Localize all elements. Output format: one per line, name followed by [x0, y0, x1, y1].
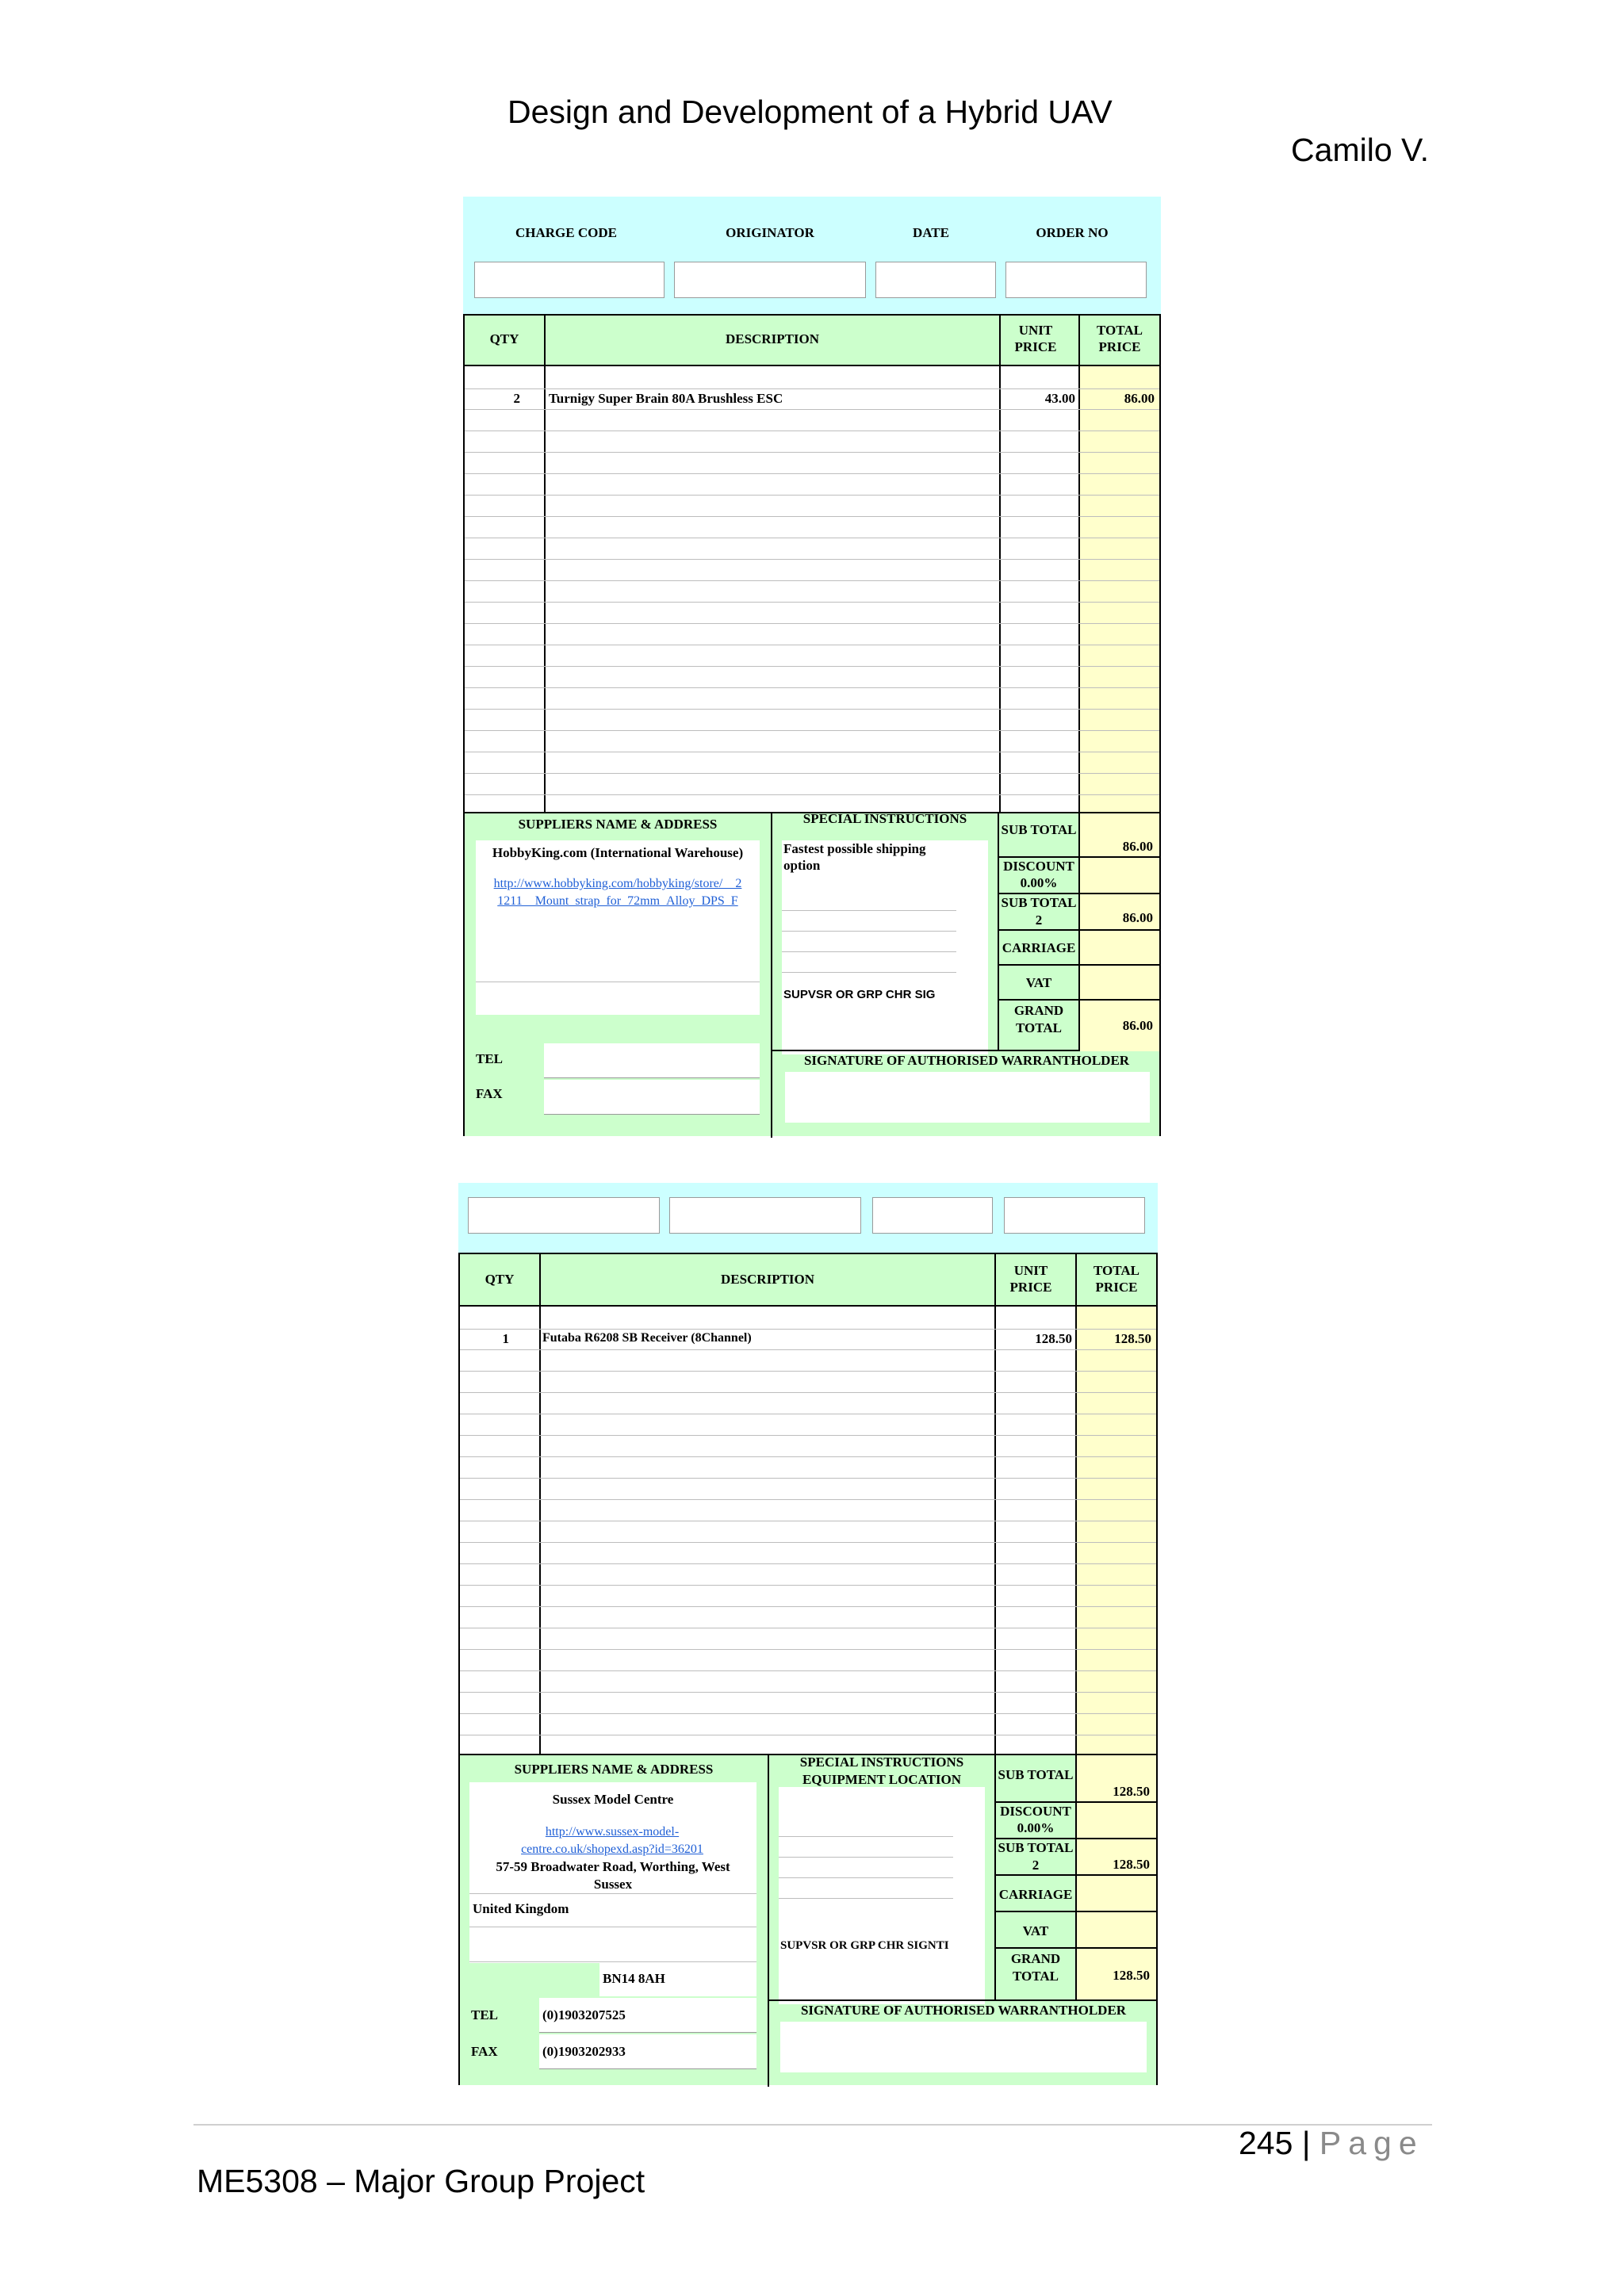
special-instructions-box: [779, 1787, 985, 2004]
sub-total-label: SUB TOTAL: [1001, 822, 1077, 837]
item-description: Futaba R6208 SB Receiver (8Channel): [542, 1331, 752, 1345]
signature-field[interactable]: [780, 2022, 1147, 2072]
supervisor-label: SUPVSR OR GRP CHR SIGNTI: [780, 1939, 949, 1952]
item-qty: 2: [513, 391, 520, 406]
items-table: [463, 314, 1161, 812]
supplier-postcode: BN14 8AH: [603, 1971, 665, 1986]
date-field[interactable]: [872, 1197, 993, 1234]
total-price-header: TOTAL PRICE: [1094, 1263, 1139, 1295]
sub-total-2-value: 86.00: [1122, 910, 1153, 925]
discount-label: DISCOUNT: [1000, 1804, 1071, 1819]
tel-label: TEL: [471, 2007, 499, 2022]
tel-value: (0)1903207525: [542, 2007, 626, 2022]
supplier-country: United Kingdom: [473, 1901, 569, 1916]
suppliers-label: SUPPLIERS NAME & ADDRESS: [514, 1762, 714, 1777]
signature-label: SIGNATURE OF AUTHORISED WARRANTHOLDER: [803, 1053, 1130, 1068]
sub-total-label: SUB TOTAL: [998, 1767, 1074, 1782]
signature-label: SIGNATURE OF AUTHORISED WARRANTHOLDER: [800, 2003, 1127, 2018]
item-qty: 1: [502, 1331, 509, 1346]
charge-code-field[interactable]: [474, 262, 665, 298]
special-instructions-label: SPECIAL INSTRUCTIONS EQUIPMENT LOCATION: [799, 1755, 964, 1787]
sub-total-2-value: 128.50: [1113, 1857, 1150, 1872]
description-header: DESCRIPTION: [720, 1272, 815, 1287]
supplier-link[interactable]: http://www.sussex-model-centre.co.uk/shopexd.asp?id=36201: [521, 1825, 703, 1856]
author-name: Camilo V.: [1291, 132, 1429, 168]
date-field[interactable]: [875, 262, 996, 298]
special-instructions-box: [782, 840, 988, 1054]
discount-percent: 0.00%: [1017, 1820, 1055, 1835]
suppliers-label: SUPPLIERS NAME & ADDRESS: [518, 817, 718, 832]
discount-label: DISCOUNT: [1003, 859, 1074, 874]
sub-total-2-label: SUB TOTAL 2: [1001, 895, 1077, 928]
order-no-field[interactable]: [1004, 1197, 1145, 1234]
supplier-box: [469, 1782, 756, 1963]
item-unit-price: 128.50: [1035, 1331, 1072, 1346]
discount-percent: 0.00%: [1020, 875, 1058, 890]
special-instructions-label: SPECIAL INSTRUCTIONS: [802, 811, 967, 826]
originator-field[interactable]: [669, 1197, 861, 1234]
page-separator: |: [1301, 2125, 1311, 2161]
fax-field[interactable]: [539, 2034, 756, 2069]
sub-total-value: 128.50: [1113, 1784, 1150, 1799]
qty-header: QTY: [485, 1272, 515, 1287]
totals-block: [999, 813, 1159, 1051]
total-price-column: [1077, 1307, 1156, 1755]
vat-label: VAT: [1022, 1923, 1049, 1938]
fax-value: (0)1903202933: [542, 2044, 626, 2059]
document-title: Design and Development of a Hybrid UAV: [508, 94, 1113, 130]
supervisor-label: SUPVSR OR GRP CHR SIG: [783, 988, 936, 1001]
course-name: ME5308 – Major Group Project: [197, 2163, 645, 2199]
grand-total-value: 86.00: [1122, 1018, 1153, 1033]
item-unit-price: 43.00: [1044, 391, 1075, 406]
form-footer: [458, 1754, 1158, 2085]
page-number: [1239, 2125, 1424, 2162]
supplier-address: 57-59 Broadwater Road, Worthing, West Sussex: [496, 1859, 730, 1892]
total-price-header: TOTAL PRICE: [1097, 323, 1143, 354]
unit-price-header: UNIT PRICE: [1014, 323, 1057, 354]
grand-total-label: GRAND TOTAL: [1010, 1951, 1061, 1984]
sub-total-2-label: SUB TOTAL 2: [998, 1840, 1074, 1873]
order-form-1: [463, 197, 1161, 1136]
page-number-value: 245: [1239, 2125, 1293, 2161]
description-header: DESCRIPTION: [725, 331, 820, 346]
totals-block: [996, 1755, 1156, 2001]
originator-label: ORIGINATOR: [726, 225, 814, 240]
tel-field[interactable]: [544, 1043, 760, 1078]
item-total-price: 86.00: [1124, 391, 1155, 406]
charge-code-field[interactable]: [468, 1197, 660, 1234]
supplier-link[interactable]: http://www.hobbyking.com/hobbyking/store/__2 1211__Mount_strap_for_72mm_Alloy_DPS_F: [493, 877, 742, 908]
form-header-band: [463, 197, 1161, 314]
order-no-field[interactable]: [1005, 262, 1147, 298]
unit-price-header: UNIT PRICE: [1009, 1263, 1052, 1295]
order-form-2: [458, 1183, 1156, 2085]
items-table: [458, 1253, 1158, 1754]
fax-field[interactable]: [544, 1080, 760, 1115]
page-word: Page: [1319, 2125, 1424, 2161]
item-total-price: 128.50: [1114, 1331, 1151, 1346]
order-no-label: ORDER NO: [1036, 225, 1109, 240]
tel-label: TEL: [476, 1051, 504, 1066]
qty-header: QTY: [489, 331, 519, 346]
supplier-box: [476, 840, 760, 1015]
form-footer: [463, 812, 1161, 1136]
item-description: Turnigy Super Brain 80A Brushless ESC: [549, 391, 783, 406]
fax-label: FAX: [476, 1086, 503, 1101]
total-price-column: [1080, 366, 1159, 812]
grand-total-label: GRAND TOTAL: [1013, 1003, 1064, 1035]
supplier-name: Sussex Model Centre: [552, 1792, 674, 1807]
special-instructions-text: Fastest possible shipping option: [783, 841, 926, 873]
carriage-label: CARRIAGE: [1002, 940, 1076, 955]
tel-field[interactable]: [539, 1998, 756, 2033]
carriage-label: CARRIAGE: [998, 1887, 1073, 1902]
sub-total-value: 86.00: [1122, 839, 1153, 854]
grand-total-value: 128.50: [1113, 1968, 1150, 1983]
supplier-name: HobbyKing.com (International Warehouse): [492, 845, 744, 860]
date-label: DATE: [913, 225, 949, 240]
vat-label: VAT: [1025, 975, 1052, 990]
signature-field[interactable]: [785, 1072, 1150, 1123]
form-header-band: [458, 1183, 1158, 1253]
charge-code-label: CHARGE CODE: [515, 225, 617, 240]
fax-label: FAX: [471, 2044, 498, 2059]
originator-field[interactable]: [674, 262, 866, 298]
